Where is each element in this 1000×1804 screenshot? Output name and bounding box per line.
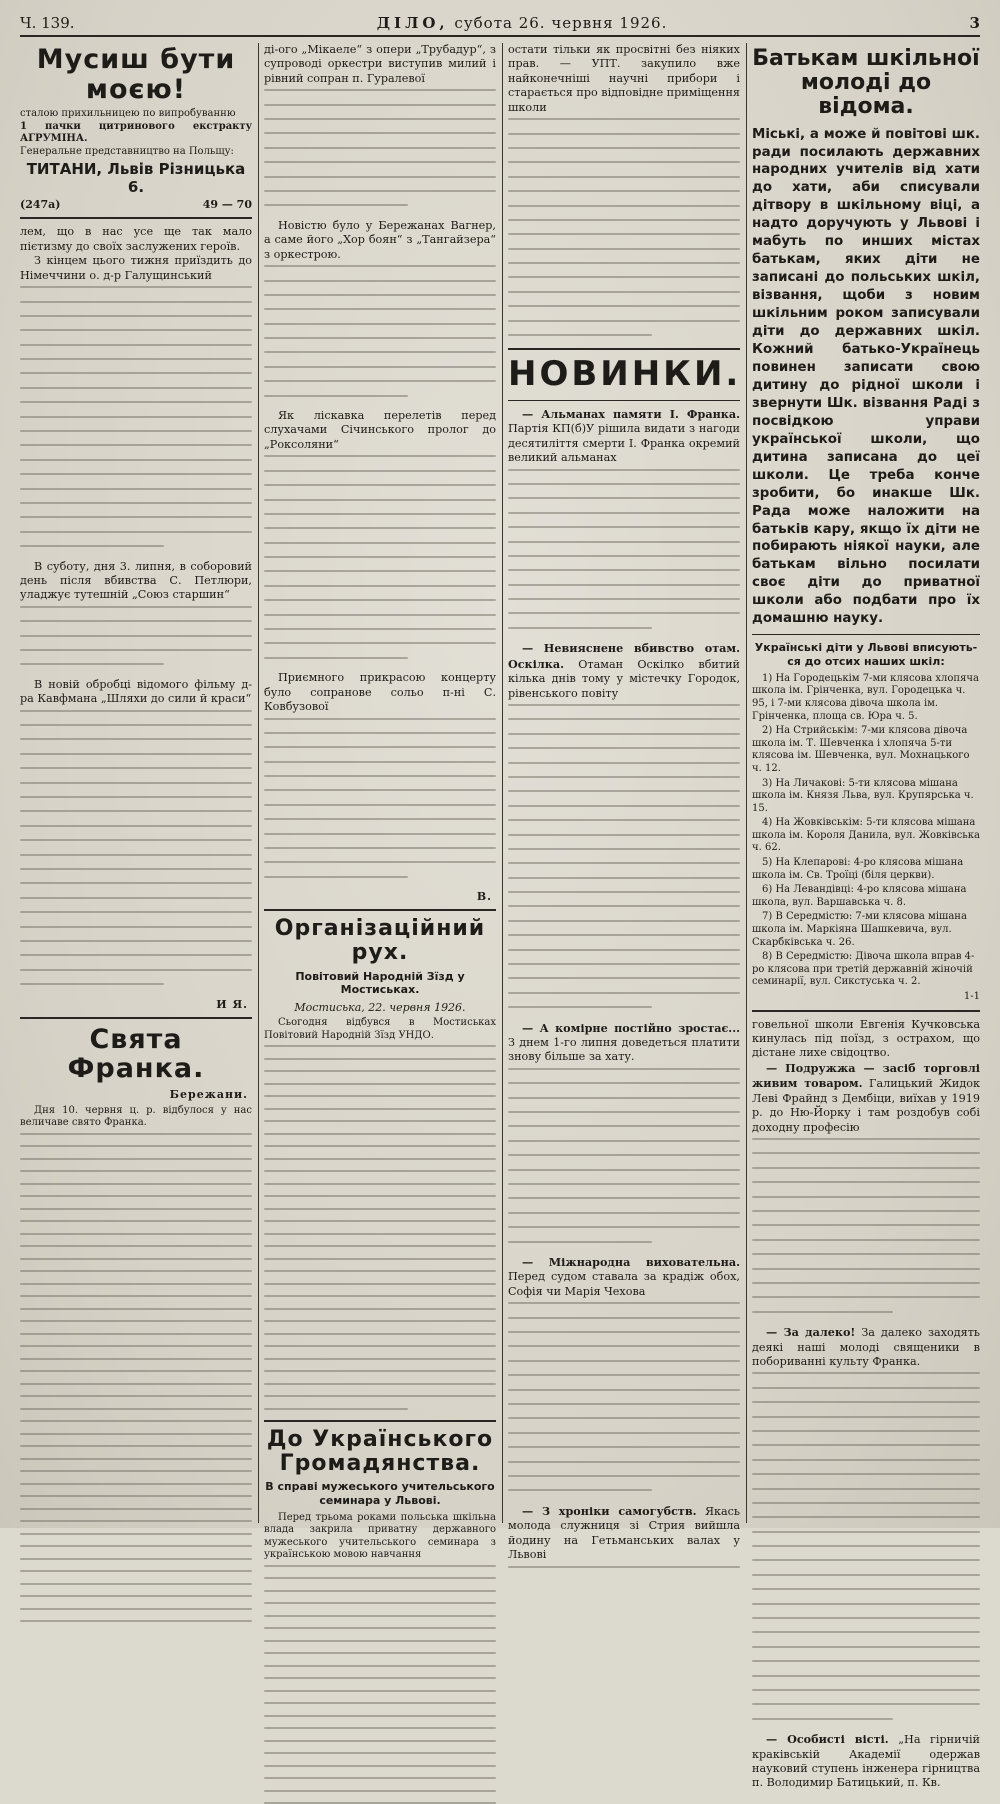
school-list-item: 1) На Городецькім 7-ми клясова хлопяча школа ім. Грінченка, вул. Городецька ч. 95, і 7-ми клясова дівоча школа ім. Грінченка, площа св. Юра ч. 5. [752, 672, 979, 722]
news-item-lead: За далеко заходять деякі наші молоді священики в побориванні культу Франка. [752, 1326, 980, 1368]
school-list-item: 4) На Жовківськім: 5-ти клясова мішана школа ім. Короля Данила, вул. Жовківська ч. 62. [752, 817, 980, 854]
text-block [752, 1138, 980, 1313]
article-signature: И Я. [216, 997, 248, 1011]
text-block [264, 1045, 496, 1410]
section-rule [508, 348, 740, 350]
section-rule [264, 909, 496, 911]
news-item-title: — З хроніки самогубств. [522, 1503, 697, 1518]
news-item-title: — А комірне постійно зростає... [522, 1020, 740, 1035]
news-item-title: — Подружжа — засіб торговлі живим товаром. [752, 1060, 980, 1091]
notice-headline: Батькам шкільної молоді до відома. [752, 46, 980, 120]
section-rule [752, 634, 980, 635]
masthead [20, 14, 980, 37]
news-item-lead: Партія КП(б)У рішила видати з нагоди десятиліття смерти І. Франка окремий великий альманах [508, 422, 740, 465]
article-paragraph: В суботу, дня 3. липня, в соборовий день після вбивства С. Петлюри, уладжує тутешній „Союз старшин“ [20, 559, 252, 602]
section-rule [20, 1017, 252, 1019]
column-divider [258, 43, 259, 1523]
ad-footer [20, 198, 252, 211]
text-block [264, 89, 496, 206]
school-list-item: 3) На Личакові: 5-ти клясова мішана школа ім. Князя Льва, вул. Крупярська ч. 15. [752, 777, 974, 814]
text-block [508, 704, 740, 1008]
news-item: говельної школи Евгенія Кучковська кинулась під поїзд, з острахом, що дістане лихе свідоцтво. [752, 1017, 980, 1060]
column-2 [264, 43, 496, 1561]
school-list-headline: Українські діти у Львові вписуються до отсих наших шкіл: [754, 641, 978, 668]
article-paragraph: ді-ого „Мікаеле“ з опери „Трубадур“, з супроводі оркестри виступив милий і рівний сопран п. Гуралевої [264, 43, 496, 85]
news-item-title: — Альманах памяти І. Франка. [522, 406, 740, 421]
article-paragraph: остати тільки як просвітні без ніяких прав. — УПТ. закупило вже найконечніші научні прибори і старається про відповідне приміщення школи [508, 43, 740, 114]
school-list-item: 8) В Середмістю: Дівоча школа вправ 4-ро клясова при третій державній жіночій семинарії, вул. Сикстуська ч. 2. [752, 951, 975, 988]
article-signature: В. [476, 890, 492, 904]
section-rule [264, 1420, 496, 1422]
school-list [752, 673, 980, 989]
news-item-lead: З днем 1-го липня доведеться платити знову більше за хату. [508, 1036, 740, 1064]
news-item [752, 1061, 980, 1135]
article-headline: Свята Франка. [67, 1023, 205, 1085]
news-section-headline: НОВИНКИ. [508, 354, 742, 395]
article-paragraph: лем, що в нас усе ще так мало пієтизму до своїх заслужених героїв. [20, 225, 252, 253]
article-subhead: Повітовий Народній Зїзд у Мостиськах. [295, 969, 465, 997]
news-item-title: — За далеко! [766, 1325, 856, 1340]
news-item-lead: Галицький Жидок Леві Фрайнд з Дембіци, виїхав у 1919 р. до Ню-Йорку і там роздобув собі доходну професію [752, 1077, 980, 1134]
ad-headline: Мусиш бути моєю! [36, 44, 236, 105]
news-item-lead: Перед судом ставала за крадіж обох, Софія чи Марія Чехова [508, 1270, 740, 1298]
article-headline: Організаційний рух. [274, 916, 486, 966]
news-item [508, 1255, 740, 1299]
news-item-title: — Міжнародна виховательна. [522, 1255, 740, 1269]
column-1 [20, 43, 252, 1523]
section-rule [508, 400, 740, 401]
notice-body: Міські, а може й повітові шк. ради посилають державних народних учителів від хати до хати, аби списували дітвору в шкільному віці, а надто доручують у Львові і мабуть по инших містах батькам, яких діти не записані до польських шкіл, візвання, щоби з новим шкільним роком записували діти до державних шкіл. Кожний батько-Українець повинен записати свою дитину до рідної школи і звернути Шк. візвання Раді з посвідкою управи української школи, що дитина записана до цеї школи. Це треба конче зробити, бо инакше Шк. Рада може наложити на батьків кару, якщо їх діти не побирають ніякої науки, але батькам вільно посилати своє діти до приватної школи або подбати про їх домашню науку. [752, 126, 980, 627]
text-block [20, 286, 252, 547]
text-block [508, 1566, 740, 1568]
text-block [20, 710, 252, 985]
ad-line: сталою прихильницею по випробуванню [20, 108, 236, 120]
article-paragraph: Сьогодня відбувся в Мостиськах Повітовий Народній Зїзд УНДО. [264, 1017, 496, 1041]
news-item [508, 1504, 740, 1563]
column-3 [508, 43, 742, 1562]
news-item-title: — Особисті вісті. [766, 1732, 889, 1747]
school-list-item: 6) На Левандівці: 4-ро клясова мішана школа, вул. Варшавська ч. 8. [752, 884, 967, 908]
text-block [20, 606, 252, 666]
school-list-item: 7) В Середмістю: 7-ми клясова мішана школа ім. Маркіяна Шашкевича, вул. Скарбківська ч. 26. [752, 911, 967, 948]
section-rule [20, 217, 252, 219]
notice-code: 1-1 [963, 991, 980, 1002]
news-item [508, 1021, 740, 1065]
news-item-lead: Отаман Оскілко вбитий кілька днів тому у містечку Городок, рівенського повіту [508, 657, 740, 700]
article-paragraph: Дня 10. червня ц. р. відбулося у нас величаве свято Франка. [20, 1104, 252, 1129]
news-item-title: — Невияснене вбивство отам. Оскілка. [508, 641, 740, 671]
section-rule [752, 1010, 980, 1012]
article-paragraph: Приємного прикрасою концерту було сопранове сольо п-ні С. Ковбузової [264, 671, 496, 714]
school-list-item: 2) На Стрийськім: 7-ми клясова дівоча школа ім. Т. Шевченка і хлопяча 5-ти клясова ім. Шевченка, вул. Мохнацького ч. 12. [752, 725, 970, 774]
ad-code: (247а) [20, 198, 61, 212]
ad-line: 1 пачки цитринового екстракту АГРУМІНА. [20, 120, 252, 145]
school-list-item: 5) На Клепарові: 4-ро клясова мішана школа ім. Св. Троїці (біля церкви). [752, 857, 964, 881]
text-block [508, 1302, 740, 1491]
text-block [264, 455, 496, 658]
issue-number: Ч. 139. [20, 14, 75, 32]
article-paragraph: Перед трьома роками польська шкільна влада закрила приватну державного мужеського учительського семинара з українською мовою навчання [264, 1511, 496, 1561]
news-item [752, 1325, 980, 1369]
article-paragraph: Як ліскавка перелетів перед слухачами Січинського пролог до „Роксоляни“ [264, 409, 496, 451]
news-item-lead: Якась молода служниця зі Стрия вийшла йодину на Гетьманських валах у Львові [508, 1504, 741, 1562]
ad-line: Генеральне представництво на Польщу: [20, 145, 234, 157]
masthead-center [377, 14, 668, 32]
ad-price: 49 — 70 [202, 198, 252, 212]
issue-date: субота 26. червня 1926. [454, 14, 668, 32]
article-dateline: Мостиська, 22. червня 1926. [294, 1001, 466, 1015]
article-headline: До Українського Громадянства. [266, 1427, 494, 1477]
page-number: 3 [969, 14, 980, 32]
news-item [508, 407, 740, 466]
column-divider [746, 43, 747, 1523]
text-block [264, 718, 496, 878]
article-subhead: Бережани. [169, 1087, 248, 1101]
article-subhead: В справі мужеського учительського семинара у Львові. [265, 1480, 495, 1508]
text-block [508, 1068, 740, 1243]
text-block [752, 1372, 980, 1719]
newspaper-title: ДІЛО, [376, 14, 449, 32]
text-block [508, 469, 740, 629]
article-paragraph: Новістю було у Бережанах Вагнер, а саме його „Хор боян“ з „Тангайзера“ з оркестрою. [264, 218, 496, 261]
ad-agent: ТИТАНИ, Львів Різницька 6. [26, 160, 246, 197]
news-item-lead: „На гірничій краківській Академії одержав науковий ступень інженера гірництва п. Володимир Батицький, п. Кв. [752, 1733, 980, 1790]
news-item [752, 1732, 980, 1791]
text-block [508, 118, 740, 336]
text-block [20, 1133, 252, 1623]
news-item [508, 641, 740, 701]
column-4 [752, 43, 980, 1790]
columns [20, 43, 980, 1790]
article-paragraph: З кінцем цього тижня приїздить до Німеччини о. д-р Галущинський [20, 254, 252, 282]
column-divider [502, 43, 503, 1523]
article-paragraph: В новій обробці відомого фільму д-ра Кавфмана „Шляхи до сили й краси“ [20, 677, 252, 706]
text-block [264, 265, 496, 397]
text-block [264, 1565, 496, 1804]
